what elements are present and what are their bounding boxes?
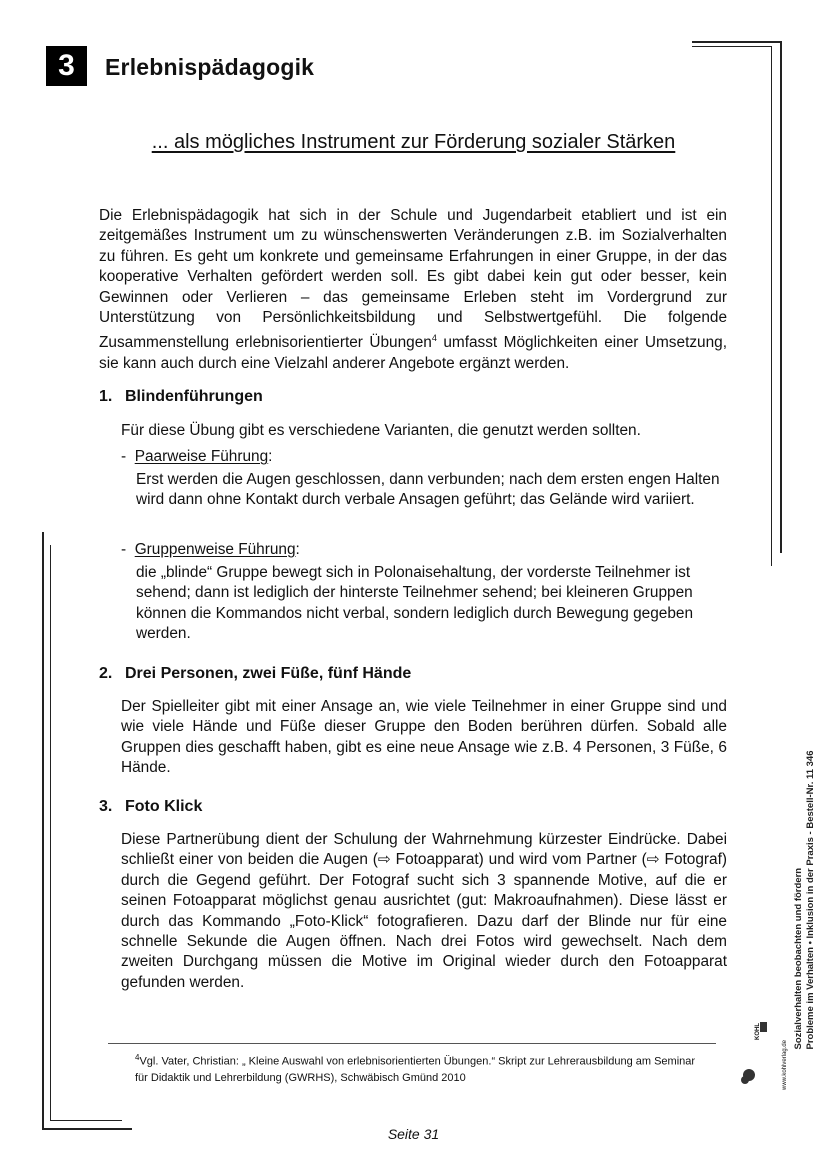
section-title: Drei Personen, zwei Füße, fünf Hände: [125, 665, 412, 682]
footnote-separator: [108, 1043, 716, 1044]
publisher-name: KOHL: [755, 1023, 761, 1040]
variant-dash: -: [121, 448, 127, 465]
variant-colon: :: [268, 448, 273, 465]
intro-paragraph: [99, 206, 727, 374]
section-heading-2: [99, 665, 411, 683]
chapter-title: Erlebnispädagogik: [105, 54, 315, 80]
variant-2-label: [121, 540, 300, 560]
section-title: Foto Klick: [125, 798, 203, 815]
variant-colon: :: [295, 541, 300, 558]
publisher-logo: [740, 1020, 788, 1090]
footnote-reference: 4: [431, 333, 437, 344]
section-heading-3: [99, 798, 202, 816]
footnote-mark: 4: [135, 1053, 140, 1062]
section-1-intro: Für diese Übung gibt es verschiedene Varianten, die genutzt werden sollten.: [121, 422, 641, 439]
variant-2-text: die „blinde“ Gruppe bewegt sich in Polonaisehaltung, der vorderste Teilnehmer ist sehend; dann ist lediglich der hinterste Teilnehmer sehend; bei kleineren Gruppen können die Kommandos nicht verbal, sondern lediglich durch Bewegung gegeben werden.: [136, 564, 694, 643]
page-number: Seite 31: [387, 1126, 440, 1142]
section-title: Blindenführungen: [125, 388, 263, 405]
frame-top-right-line-inner: [692, 46, 772, 47]
frame-left-vertical-outer: [42, 532, 44, 1130]
chapter-number-badge: 3: [46, 46, 87, 86]
publisher-url: www.kohlverlag.de: [782, 1039, 788, 1090]
section-number: 1.: [99, 388, 113, 405]
frame-bottom-left-line-inner: [50, 1120, 122, 1121]
footnote-text: Vgl. Vater, Christian: „ Kleine Auswahl von erlebnisorientierten Übungen.“ Skript zur Lehrerausbildung am Seminar für Didaktik und Lehrerbildung (GWRHS), Schwäbisch Gmünd 2010: [135, 1055, 696, 1084]
section-number: 3.: [99, 798, 113, 815]
frame-top-right-line-outer: [692, 41, 782, 43]
sidebar-line-1: Sozialverhalten beobachten und fördern: [793, 867, 804, 1050]
variant-dash: -: [121, 541, 127, 558]
sidebar-book-info: [793, 751, 817, 1050]
section-heading-1: [99, 388, 263, 406]
footnote: [135, 1050, 705, 1086]
variant-1-label: [121, 447, 272, 467]
section-2-text: Der Spielleiter gibt mit einer Ansage an, wie viele Teilnehmer in einer Gruppe sind und wie viele Hände und Füße dieser Gruppe den Boden berühren dürfen. Sobald alle Gruppen dies geschafft haben, gibt es eine neue Ansage wie z.B. 4 Personen, 3 Füße, 6 Hände.: [121, 698, 727, 777]
frame-right-vertical-outer: [780, 41, 782, 553]
section-3-text: Diese Partnerübung dient der Schulung der Wahrnehmung kürzester Eindrücke. Dabei schließt einer von beiden die Augen (⇨ Fotoapparat) und wird vom Partner (⇨ Fotograf) durch die Gegend geführt. Der Fotograf sucht sich 3 spannende Motive, auf die er seinen Fotoapparat möglichst genau ausrichtet (gut: Makroaufnahmen). Diese lässt er durch das Kommando „Foto-Klick“ fotografieren. Dazu darf der Blinde nur für eine schnelle Sekunde die Augen öffnen. Nach drei Fotos wird gewechselt. Nach dem zweiten Durchgang müssen die Motive im Original wieder durch den Fotoapparat gefunden werden.: [121, 831, 727, 991]
sidebar-line-2: Probleme im Verhalten • Inklusion in der Praxis - Bestell-Nr. 11 346: [805, 750, 816, 1050]
variant-title: Gruppenweise Führung: [134, 541, 296, 558]
section-number: 2.: [99, 665, 113, 682]
intro-text-part1: Die Erlebnispädagogik hat sich in der Schule und Jugendarbeit etabliert und ist ein zeitgemäßes Instrument um zu wünschenswerten Veränderungen z.B. im Sozialverhalten zu führen. Es geht um konkrete und gemeinsame Erfahrungen in einer Gruppe, in der das kooperative Verhalten gefördert werden soll. Es gibt dabei kein gut oder besser, kein Gewinnen oder Verlieren – das gemeinsame Erleben steht im Vordergrund zur Unterstützung von Persönlichkeitsbildung und Selbstwertgefühl. Die folgende Zusammenstellung erlebnisorientierter Übungen: [99, 207, 727, 352]
variant-title: Paarweise Führung: [134, 448, 269, 465]
frame-right-vertical-inner: [771, 46, 772, 566]
page-subtitle: ... als mögliches Instrument zur Förderung sozialer Stärken: [151, 131, 676, 153]
variant-1-text: Erst werden die Augen geschlossen, dann verbunden; nach dem ersten engen Halten wird dann ohne Kontakt durch verbale Ansagen geführt; das Gelände wird variiert.: [136, 471, 720, 509]
intro-text-part2: umfasst Möglichkeiten einer Umsetzung, sie kann auch durch eine Vielzahl anderer Angebote ergänzt werden.: [99, 334, 727, 372]
frame-left-vertical-inner: [50, 545, 51, 1121]
